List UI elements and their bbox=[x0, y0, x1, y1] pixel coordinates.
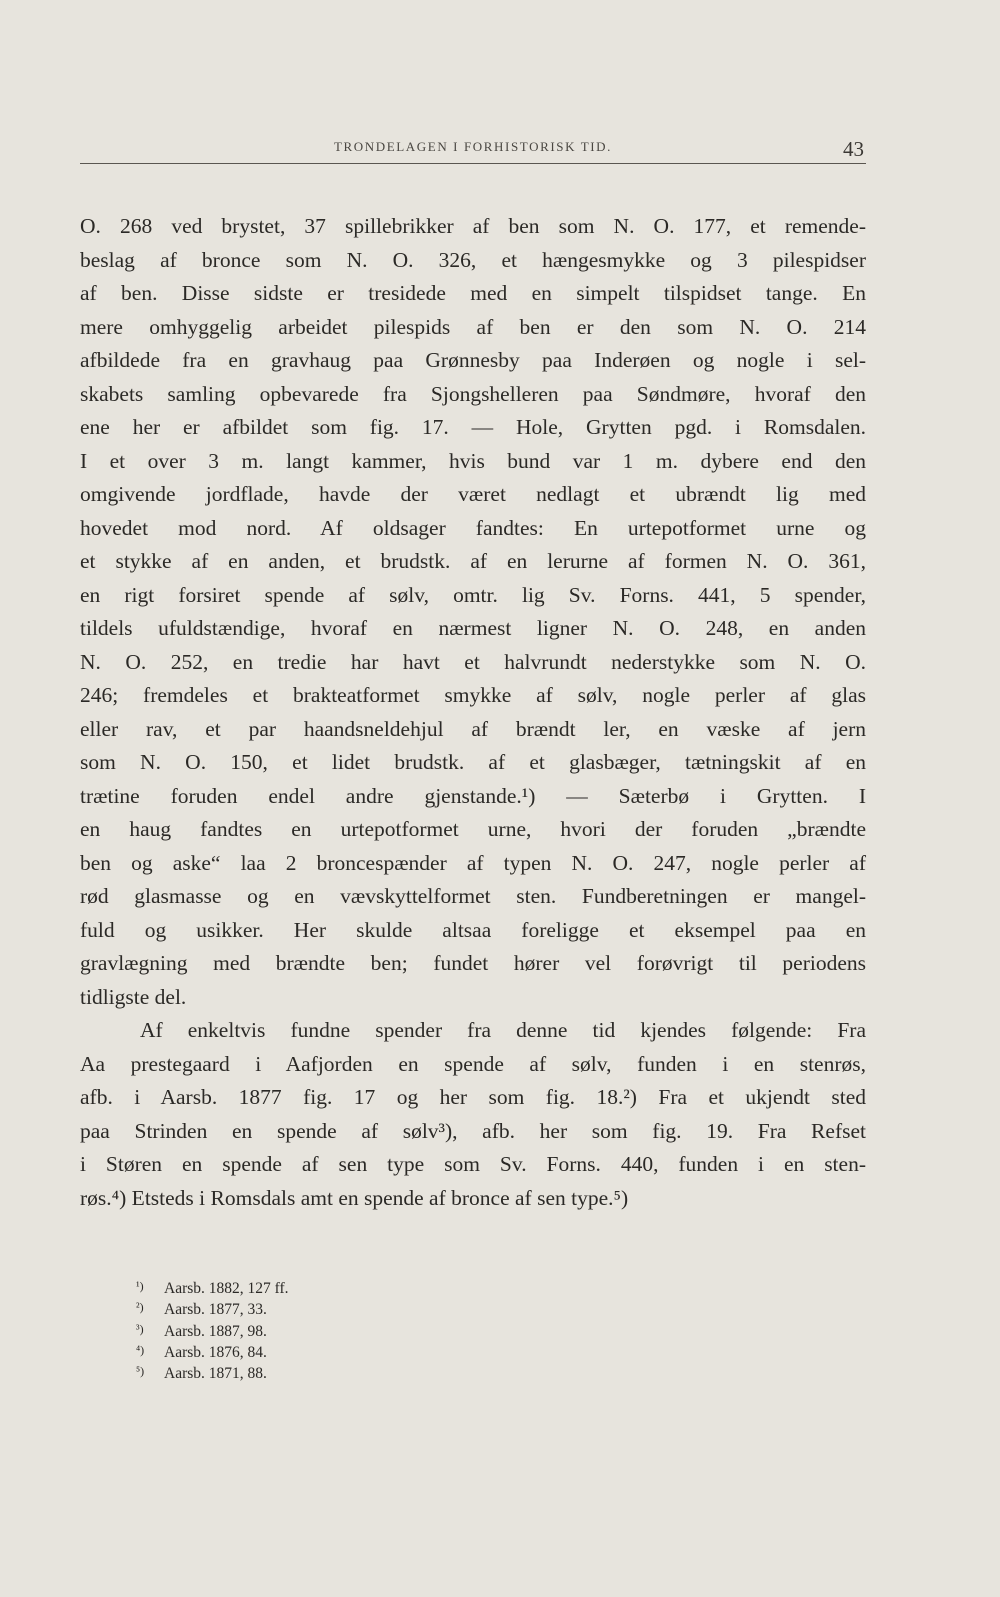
footnote-text: Aarsb. 1882, 127 ff. bbox=[164, 1280, 289, 1297]
page-header bbox=[80, 135, 866, 164]
body-text bbox=[80, 210, 866, 1215]
text-line: afbildede fra en gravhaug paa Grønnesby paa Inderøen og nogle i sel- bbox=[80, 348, 866, 372]
footnote bbox=[136, 1361, 289, 1382]
text-line: en rigt forsiret spende af sølv, omtr. lig Sv. Forns. 441, 5 spender, bbox=[80, 582, 866, 607]
text-line: Aa prestegaard i Aafjorden en spende af sølv, funden i en stenrøs, bbox=[80, 1051, 866, 1076]
text-line: ben og aske“ laa 2 broncespænder af typen N. O. 247, nogle perler af bbox=[80, 850, 866, 875]
text-line: skabets samling opbevarede fra Sjongshelleren paa Søndmøre, hvoraf den bbox=[80, 381, 866, 406]
footnote bbox=[136, 1297, 289, 1318]
footnote-text: Aarsb. 1887, 98. bbox=[164, 1322, 267, 1340]
text-line: O. 268 ved brystet, 37 spillebrikker af ben som N. O. 177, et remende- bbox=[80, 214, 866, 238]
text-line: i Støren en spende af sen type som Sv. Forns. 440, funden i en sten- bbox=[80, 1152, 866, 1176]
text-line: afb. i Aarsb. 1877 fig. 17 og her som fig. 18.²) Fra et ukjendt sted bbox=[80, 1085, 866, 1109]
text-line: tidligste del. bbox=[80, 984, 187, 1009]
footnote-text: Aarsb. 1871, 88. bbox=[164, 1365, 267, 1383]
text-line: som N. O. 150, et lidet brudstk. af et glasbæger, tætningskit af en bbox=[80, 750, 866, 774]
footnote bbox=[136, 1340, 289, 1361]
text-line: paa Strinden en spende af sølv³), afb. her som fig. 19. Fra Refset bbox=[80, 1118, 866, 1143]
text-line: N. O. 252, en tredie har havt et halvrundt nederstykke som N. O. bbox=[80, 649, 866, 674]
footnote-mark: ²) bbox=[136, 1300, 144, 1315]
footnote-mark: ³) bbox=[136, 1321, 144, 1336]
text-line: Af enkeltvis fundne spender fra denne tid kjendes følgende: Fra bbox=[140, 1018, 866, 1042]
text-line: omgivende jordflade, havde der været nedlagt et ubrændt lig med bbox=[80, 482, 866, 506]
text-line: fuld og usikker. Her skulde altsaa foreligge et eksempel paa en bbox=[80, 917, 866, 942]
page-number: 43 bbox=[843, 137, 864, 161]
text-line: 246; fremdeles et brakteatformet smykke af sølv, nogle perler af glas bbox=[80, 683, 866, 707]
text-line: en haug fandtes en urtepotformet urne, hvori der foruden „brændte bbox=[80, 817, 866, 841]
text-line: rød glasmasse og en vævskyttelformet sten. Fundberetningen er mangel- bbox=[80, 884, 866, 908]
text-line: af ben. Disse sidste er tresidede med en simpelt tilspidset tange. En bbox=[80, 281, 866, 305]
footnote-mark: ¹) bbox=[136, 1279, 144, 1293]
text-line: et stykke af en anden, et brudstk. af en lerurne af formen N. O. 361, bbox=[80, 549, 866, 573]
footnote bbox=[136, 1319, 289, 1340]
text-line: gravlægning med brændte ben; fundet hører vel forøvrigt til periodens bbox=[80, 951, 866, 975]
text-line: I et over 3 m. langt kammer, hvis bund var 1 m. dybere end den bbox=[80, 448, 866, 473]
text-line: mere omhyggelig arbeidet pilespids af ben er den som N. O. 214 bbox=[80, 314, 866, 339]
footnote bbox=[136, 1276, 289, 1297]
footnote-text: Aarsb. 1876, 84. bbox=[164, 1343, 267, 1361]
text-line: ene her er afbildet som fig. 17. — Hole, Grytten pgd. i Romsdalen. bbox=[80, 415, 866, 439]
text-line: trætine foruden endel andre gjenstande.¹) — Sæterbø i Grytten. I bbox=[80, 783, 866, 808]
text-line: hovedet mod nord. Af oldsager fandtes: En urtepotformet urne og bbox=[80, 515, 866, 540]
text-line: beslag af bronce som N. O. 326, et hængesmykke og 3 pilespidser bbox=[80, 247, 866, 272]
footnotes bbox=[136, 1276, 289, 1382]
running-head: TRONDELAGEN I FORHISTORISK TID. bbox=[333, 139, 613, 154]
footnote-mark: ⁴) bbox=[136, 1342, 145, 1357]
footnote-text: Aarsb. 1877, 33. bbox=[164, 1301, 267, 1319]
footnote-mark: ⁵) bbox=[136, 1364, 145, 1379]
text-line: eller rav, et par haandsneldehjul af brændt ler, en væske af jern bbox=[80, 716, 866, 741]
text-line: tildels ufuldstændige, hvoraf en nærmest ligner N. O. 248, en anden bbox=[80, 616, 866, 640]
text-line: røs.⁴) Etsteds i Romsdals amt en spende af bronce af sen type.⁵) bbox=[80, 1185, 629, 1210]
